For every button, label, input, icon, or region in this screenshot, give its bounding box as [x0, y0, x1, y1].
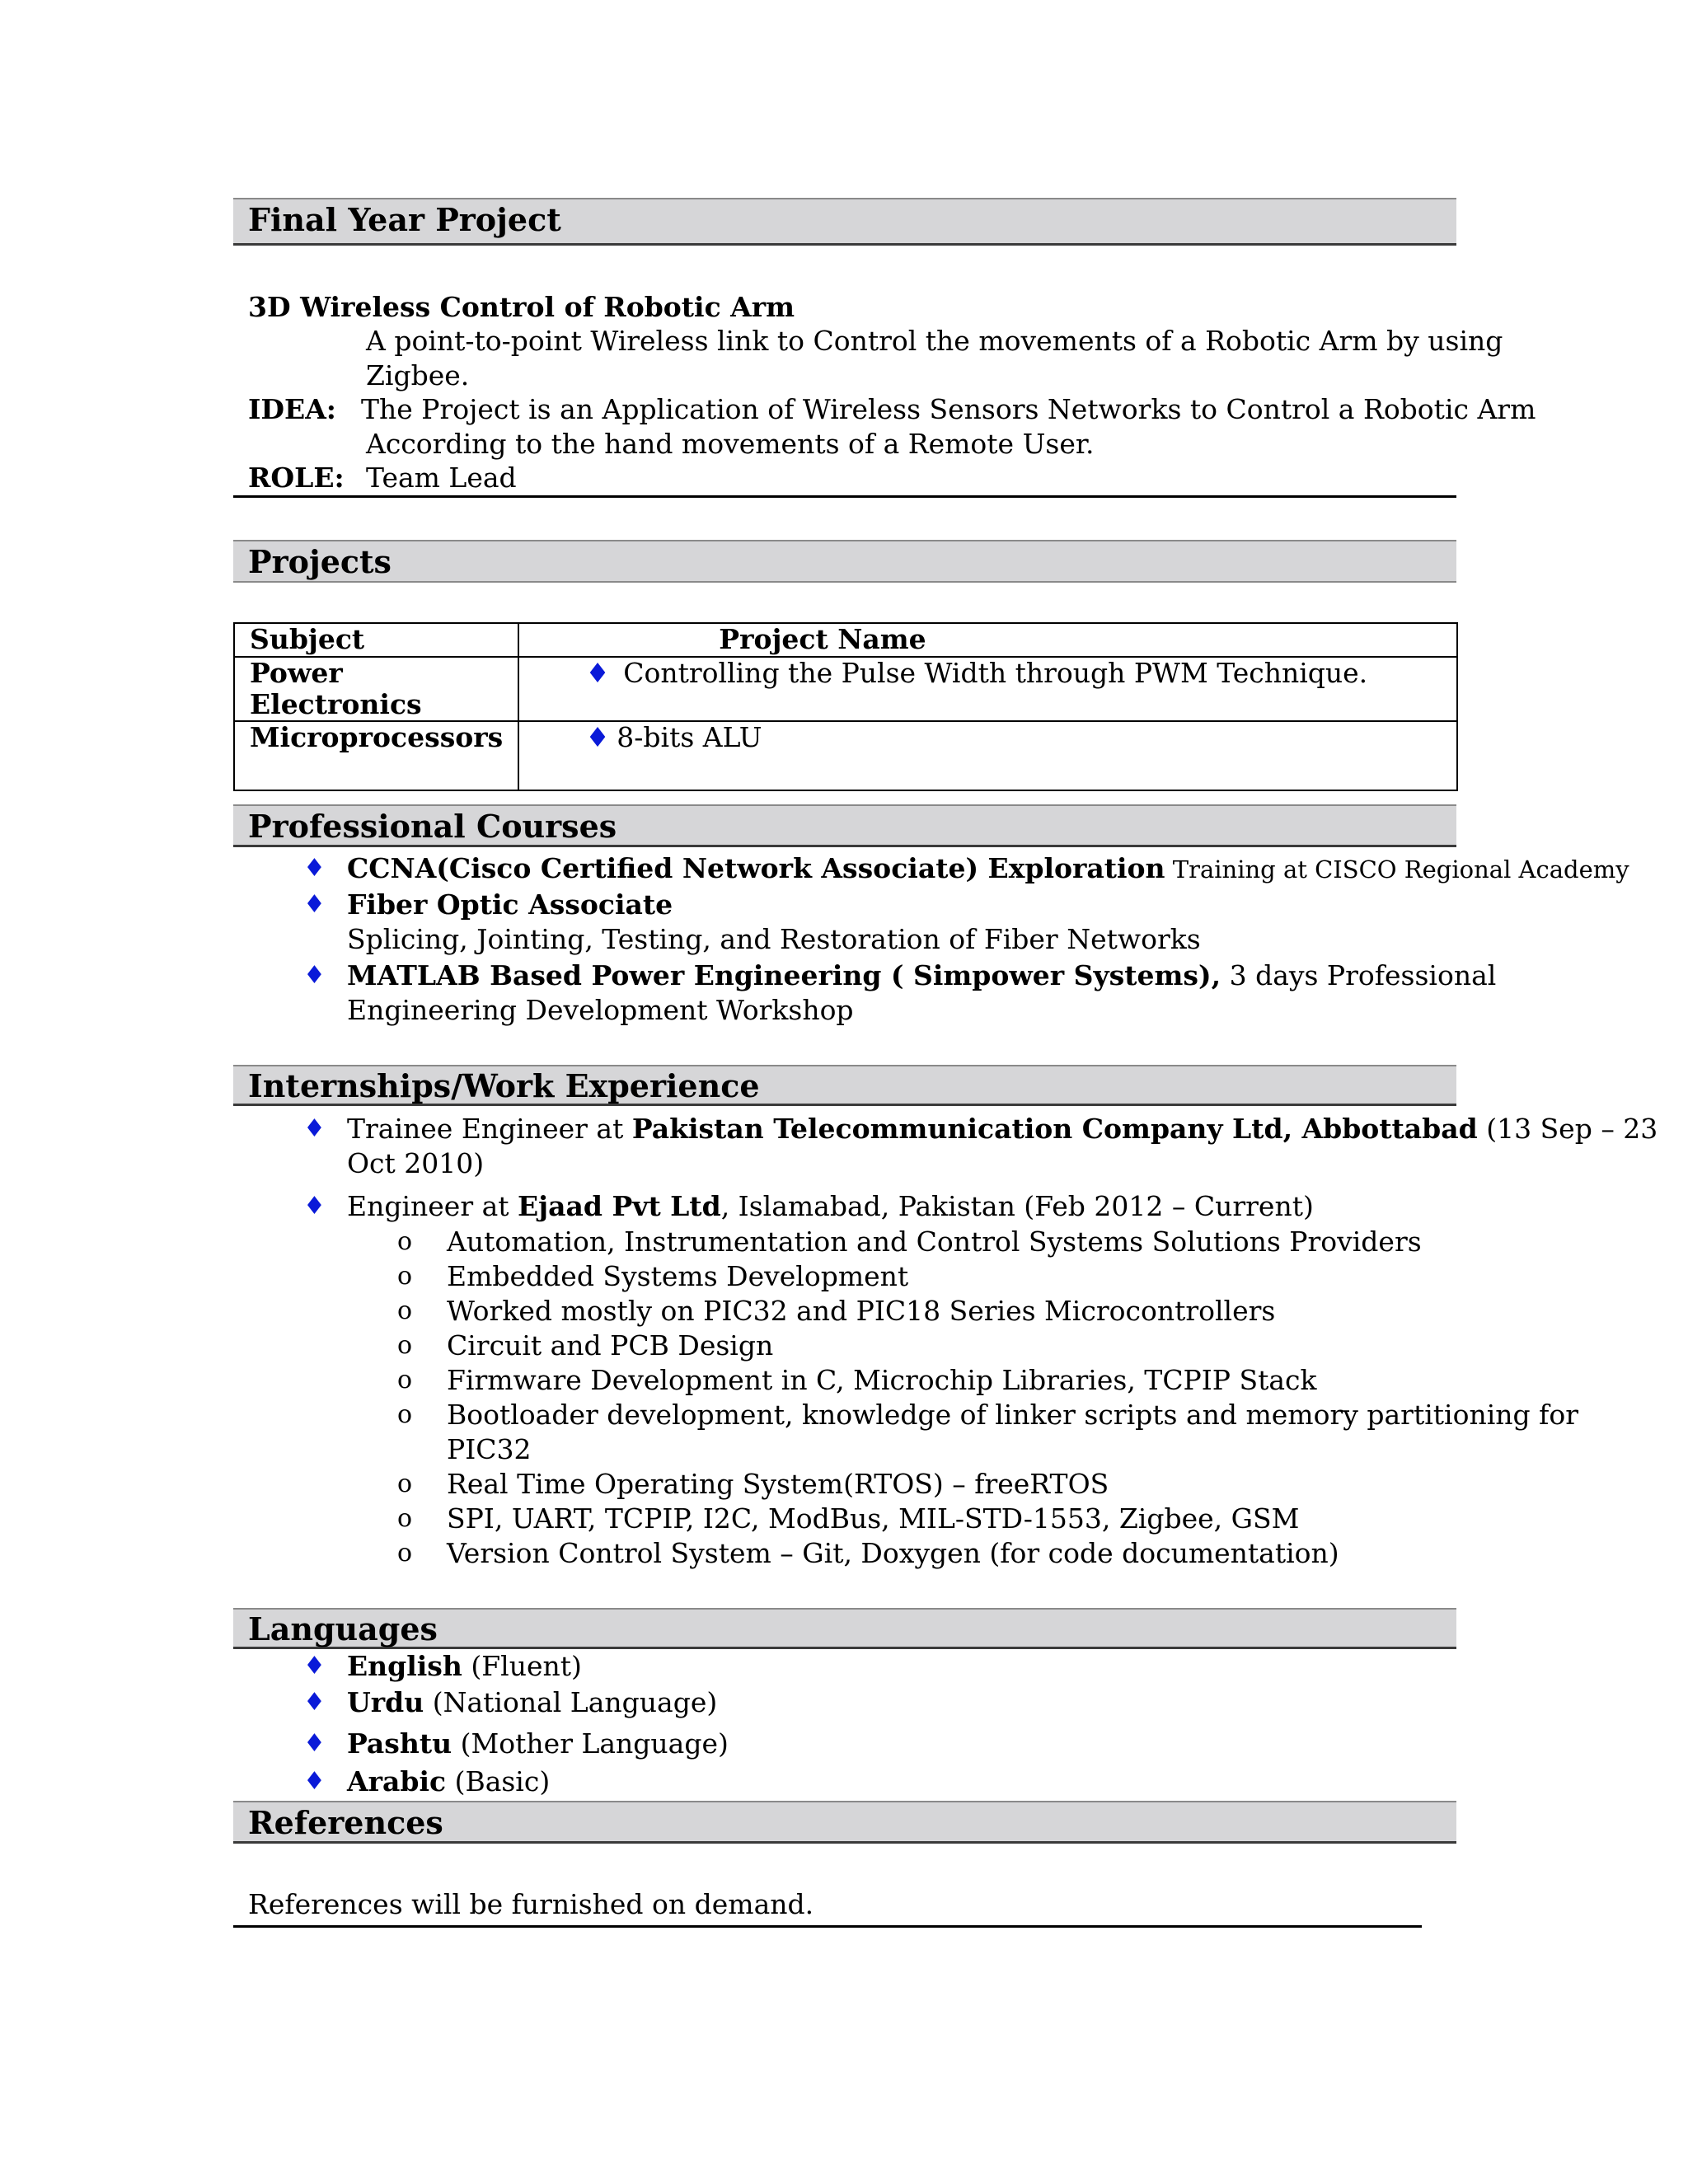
language-level: (Mother Language)	[452, 1727, 729, 1760]
location-date: , Islamabad, Pakistan (Feb 2012 – Current)	[720, 1190, 1314, 1222]
language-item	[347, 1765, 550, 1799]
project-title: 3D Wireless Control of Robotic Arm	[248, 291, 795, 323]
table-row	[234, 721, 1457, 790]
language-item	[347, 1727, 729, 1761]
bullet-diamond-icon: ♦	[303, 1192, 326, 1221]
section-title: Languages	[248, 1610, 438, 1647]
sub-bullet-icon: o	[397, 1400, 413, 1429]
language-level: (Basic)	[446, 1765, 551, 1797]
section-header-professional-courses	[233, 804, 1456, 847]
course-name: MATLAB Based Power Engineering ( Simpower Systems),	[347, 959, 1221, 991]
language-item	[347, 1685, 717, 1720]
sub-bullet-icon: o	[397, 1469, 413, 1498]
section-title: Final Year Project	[248, 201, 561, 238]
internship-item	[347, 1189, 1314, 1224]
sub-bullet-icon: o	[397, 1296, 413, 1325]
bullet-diamond-icon: ♦	[303, 1729, 326, 1758]
internship-item	[347, 1112, 1658, 1146]
project-description-line1: A point-to-point Wireless link to Control the movements of a Robotic Arm by using	[366, 325, 1503, 357]
language-level: (Fluent)	[462, 1650, 582, 1682]
list-item: Embedded Systems Development	[447, 1260, 909, 1292]
language-item	[347, 1649, 582, 1684]
bullet-diamond-icon: ♦	[303, 961, 326, 990]
project-description-line2: Zigbee.	[366, 359, 470, 391]
list-item: Automation, Instrumentation and Control Systems Solutions Providers	[447, 1226, 1422, 1258]
course-detail: Splicing, Jointing, Testing, and Restoration of Fiber Networks	[347, 923, 1201, 955]
project-name: Controlling the Pulse Width through PWM Technique.	[623, 657, 1368, 689]
role-label: ROLE:	[248, 462, 345, 494]
role-text: Trainee Engineer at	[347, 1113, 632, 1145]
references-text: References will be furnished on demand.	[248, 1888, 814, 1920]
divider	[233, 1925, 1422, 1928]
role-value: Team Lead	[366, 462, 517, 494]
list-item: Firmware Development in C, Microchip Libraries, TCPIP Stack	[447, 1364, 1317, 1396]
bullet-diamond-icon: ♦	[303, 1114, 326, 1143]
course-name: Fiber Optic Associate	[347, 888, 673, 921]
course-detail: Engineering Development Workshop	[347, 994, 854, 1026]
projects-table	[233, 622, 1458, 791]
course-detail: Training at CISCO Regional Academy	[1165, 855, 1629, 883]
divider	[233, 495, 1456, 498]
list-item: Circuit and PCB Design	[447, 1329, 774, 1361]
company-name: Pakistan Telecommunication Company Ltd, Abbottabad	[631, 1113, 1478, 1145]
list-item: Worked mostly on PIC32 and PIC18 Series Microcontrollers	[447, 1295, 1276, 1327]
table-header-project-name: Project Name	[518, 623, 1457, 657]
sub-bullet-icon: o	[397, 1331, 413, 1360]
list-item: Version Control System – Git, Doxygen (for code documentation)	[447, 1537, 1339, 1569]
table-cell-subject: Microprocessors	[234, 721, 518, 790]
idea-label: IDEA:	[248, 393, 336, 425]
table-cell-subject: Power Electronics	[234, 657, 518, 721]
sub-bullet-icon: o	[397, 1262, 413, 1291]
bullet-diamond-icon: ♦	[303, 1652, 326, 1680]
idea-line1: The Project is an Application of Wireless Sensors Networks to Control a Robotic Arm	[361, 393, 1536, 425]
bullet-diamond-icon: ♦	[303, 1767, 326, 1796]
idea-line2: According to the hand movements of a Remote User.	[366, 428, 1095, 460]
sub-bullet-icon: o	[397, 1366, 413, 1394]
language-level: (National Language)	[424, 1686, 718, 1718]
bullet-diamond-icon: ♦	[303, 890, 326, 919]
section-header-languages	[233, 1608, 1456, 1649]
course-detail: 3 days Professional	[1221, 959, 1497, 991]
language-name: Arabic	[347, 1765, 447, 1797]
sub-bullet-icon: o	[397, 1504, 413, 1533]
role-text: Engineer at	[347, 1190, 518, 1222]
table-header-subject: Subject	[234, 623, 518, 657]
list-item-continuation: PIC32	[447, 1433, 532, 1465]
section-header-internships	[233, 1065, 1456, 1106]
section-title: Projects	[248, 543, 392, 580]
date-range: Oct 2010)	[347, 1147, 485, 1179]
sub-bullet-icon: o	[397, 1539, 413, 1568]
section-header-projects	[233, 540, 1456, 583]
language-name: Pashtu	[347, 1727, 452, 1760]
list-item: Real Time Operating System(RTOS) – freeRTOS	[447, 1468, 1109, 1500]
language-name: Urdu	[347, 1686, 424, 1718]
section-header-final-year-project	[233, 198, 1456, 246]
course-item	[347, 958, 1496, 993]
list-item: Bootloader development, knowledge of linker scripts and memory partitioning for	[447, 1399, 1578, 1431]
bullet-diamond-icon: ♦	[585, 721, 610, 753]
section-title: Professional Courses	[248, 808, 617, 845]
language-name: English	[347, 1650, 462, 1682]
section-title: References	[248, 1804, 443, 1841]
list-item: SPI, UART, TCPIP, I2C, ModBus, MIL-STD-1553, Zigbee, GSM	[447, 1502, 1300, 1535]
course-name: CCNA(Cisco Certified Network Associate) Exploration	[347, 852, 1165, 884]
date-range: (13 Sep – 23	[1477, 1113, 1658, 1145]
company-name: Ejaad Pvt Ltd	[518, 1190, 721, 1222]
bullet-diamond-icon: ♦	[303, 854, 326, 883]
project-name: 8-bits ALU	[617, 721, 762, 753]
section-title: Internships/Work Experience	[248, 1067, 760, 1104]
table-cell-project	[518, 657, 1457, 721]
table-row	[234, 657, 1457, 721]
bullet-diamond-icon: ♦	[303, 1688, 326, 1717]
course-item	[347, 851, 1629, 887]
table-cell-project	[518, 721, 1457, 790]
section-header-references	[233, 1801, 1456, 1844]
sub-bullet-icon: o	[397, 1227, 413, 1256]
bullet-diamond-icon: ♦	[585, 657, 610, 689]
